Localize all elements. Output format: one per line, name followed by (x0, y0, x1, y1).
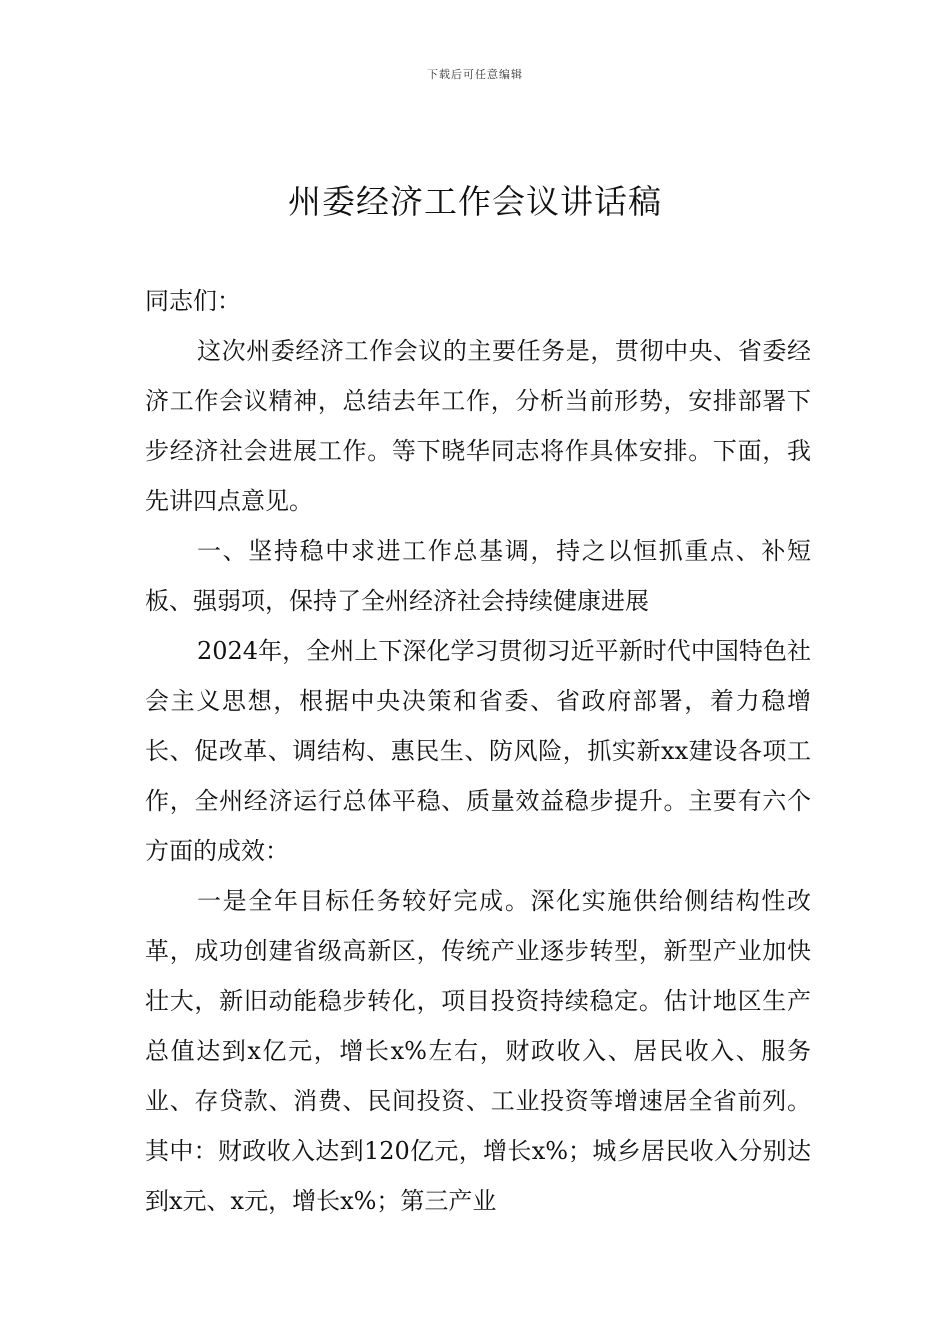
paragraph-intro: 这次州委经济工作会议的主要任务是，贯彻中央、省委经济工作会议精神，总结去年工作，分析当前形势，安排部署下步经济社会进展工作。等下晓华同志将作具体安排。下面，我先讲四点意见。 (145, 337, 811, 515)
document-body (145, 276, 811, 1226)
paragraph-salutation: 同志们： (145, 287, 241, 315)
paragraph-achievement-1: 一是全年目标任务较好完成。深化实施供给侧结构性改革，成功创建省级高新区，传统产业逐步转型，新型产业加快壮大，新旧动能稳步转化，项目投资持续稳定。估计地区生产总值达到x亿元，增长x%左右，财政收入、居民收入、服务业、存贷款、消费、民间投资、工业投资等增速居全省前列。其中：财政收入达到120亿元，增长x%；城乡居民收入分别达到x元、x元，增长x%；第三产业 (145, 887, 811, 1215)
section-heading-1: 一、坚持稳中求进工作总基调，持之以恒抓重点、补短板、强弱项，保持了全州经济社会持续健康进展 (145, 537, 811, 615)
document-title: 州委经济工作会议讲话稿 (288, 182, 662, 221)
paragraph-summary-2024: 2024年，全州上下深化学习贯彻习近平新时代中国特色社会主义思想，根据中央决策和省委、省政府部署，着力稳增长、促改革、调结构、惠民生、防风险，抓实新xx建设各项工作，全州经济运行总体平稳、质量效益稳步提升。主要有六个方面的成效： (145, 637, 811, 865)
header-note: 下载后可任意编辑 (427, 68, 523, 81)
